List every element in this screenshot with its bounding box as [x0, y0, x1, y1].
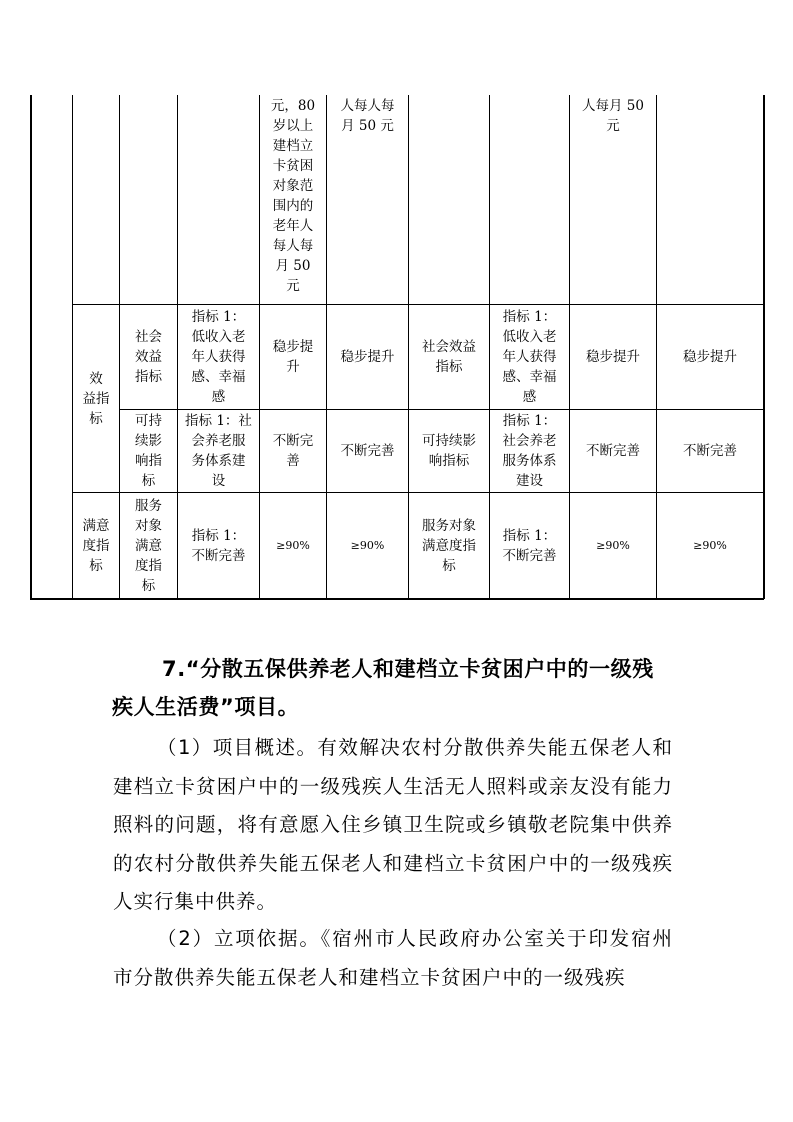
table-cell: 可持 续影 响指 标	[135, 413, 162, 489]
table-cell: ≥90%	[596, 538, 630, 552]
table-cell: 指标 1： 不断完善	[502, 527, 557, 564]
table-cell: 元，80 岁以上 建档立 卡贫困 对象范 围内的 老年人 每人每 月 50 元	[270, 98, 316, 294]
table-border-bottom	[30, 598, 764, 600]
benefit-indicator-label: 效 益指 标	[82, 370, 110, 427]
table-cell: 指标 1： 低收入老 年人获得 感、幸福 感	[502, 309, 557, 405]
table-cell: 服务对象 满意度指 标	[422, 517, 476, 574]
table-cell: 服务 对象 满意 度指 标	[135, 497, 162, 594]
table-cell: 人每月 50 元	[582, 98, 644, 134]
paragraph-overview: （1）项目概述。有效解决农村分散供养失能五保老人和建档立卡贫困户中的一级残疾人生活无人照料或亲友没有能力照料的问题，将有意愿入住乡镇卫生院或乡镇敬老院集中供养的农村分散供养失能五保老人和建档立卡贫困户中的一级残疾人实行集中供养。	[113, 736, 673, 913]
table-cell: 社会 效益 指标	[135, 329, 162, 385]
table-cell: ≥90%	[350, 538, 385, 552]
table-cell: 可持续影 响指标	[422, 433, 476, 469]
table-cell: ≥90%	[693, 538, 727, 552]
table-cell: 不断完善	[683, 443, 737, 459]
paragraph-basis: （2）立项依据。《宿州市人民政府办公室关于印发宿州市分散供养失能五保老人和建档立卡贫困户中的一级残疾	[113, 927, 673, 989]
satisfaction-indicator-label: 满意 度指 标	[82, 517, 110, 574]
table-cell: 不断完善	[586, 443, 640, 459]
table-cell: 指标 1： 社会养老 服务体系 建设	[502, 413, 557, 489]
table-cell: 不断完善	[340, 443, 395, 459]
table-border-left	[30, 95, 32, 599]
table-cell: 不断完 善	[272, 433, 314, 469]
table-cell: 指标 1： 不断完善	[191, 527, 246, 564]
table-cell: 指标 1：社 会养老服 务体系建 设	[185, 413, 252, 489]
table-cell: 人每人每 月 50 元	[340, 98, 395, 134]
section-heading: 7.“分散五保供养老人和建档立卡贫困户中的一级残疾人生活费”项目。	[112, 657, 654, 719]
table-cell: 稳步提升	[586, 349, 640, 365]
table-border-right	[763, 95, 765, 599]
table-cell: 社会效益 指标	[422, 339, 476, 375]
table-cell: 稳步提升	[683, 349, 737, 365]
table-cell: 稳步提 升	[272, 339, 314, 375]
table-cell: 稳步提升	[340, 349, 395, 365]
table-cell: ≥90%	[276, 538, 310, 552]
table-cell: 指标 1： 低收入老 年人获得 感、幸福 感	[191, 309, 246, 405]
